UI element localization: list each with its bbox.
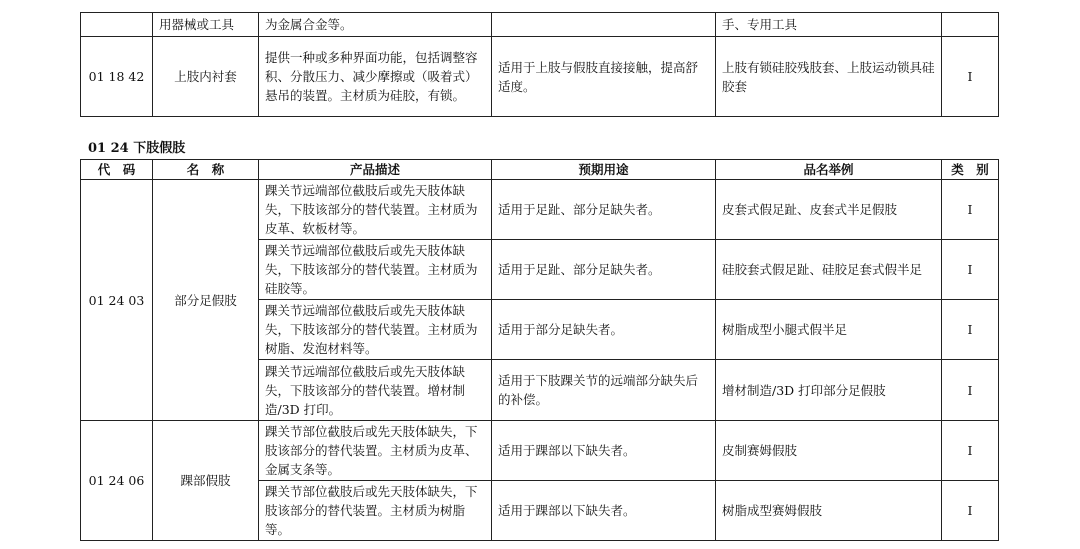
desc-cell: 踝关节部位截肢后或先天肢体缺失，下肢该部分的替代装置。主材质为树脂等。 bbox=[259, 481, 492, 541]
desc-cell: 踝关节部位截肢后或先天肢体缺失，下肢该部分的替代装置。主材质为皮革、金属支条等。 bbox=[259, 421, 492, 481]
use-cell bbox=[492, 13, 716, 37]
category-cell: I bbox=[942, 240, 999, 300]
category-cell: I bbox=[942, 360, 999, 421]
section-title: 01 24 下肢假肢 bbox=[88, 141, 186, 156]
category-cell: I bbox=[942, 37, 999, 117]
name-cell: 上肢内衬套 bbox=[153, 37, 259, 117]
name-cell: 踝部假肢 bbox=[153, 421, 259, 541]
category-cell: I bbox=[942, 300, 999, 360]
examples-cell: 皮制赛姆假肢 bbox=[716, 421, 942, 481]
code-cell bbox=[81, 13, 153, 37]
code-cell: 01 18 42 bbox=[81, 37, 153, 117]
desc-cell: 踝关节远端部位截肢后或先天肢体缺失，下肢该部分的替代装置。主材质为树脂、发泡材料等。 bbox=[259, 300, 492, 360]
desc-cell: 踝关节远端部位截肢后或先天肢体缺失，下肢该部分的替代装置。主材质为皮革、软板材等。 bbox=[259, 180, 492, 240]
examples-cell: 树脂成型小腿式假半足 bbox=[716, 300, 942, 360]
header-code: 代 码 bbox=[81, 160, 153, 180]
examples-cell: 上肢有锁硅胶残肢套、上肢运动锁具硅胶套 bbox=[716, 37, 942, 117]
name-cell: 用器械或工具 bbox=[153, 13, 259, 37]
use-cell: 适用于足趾、部分足缺失者。 bbox=[492, 180, 716, 240]
examples-cell: 树脂成型赛姆假肢 bbox=[716, 481, 942, 541]
main-table bbox=[80, 159, 999, 541]
table-row bbox=[81, 37, 999, 117]
use-cell: 适用于踝部以下缺失者。 bbox=[492, 421, 716, 481]
name-cell: 部分足假肢 bbox=[153, 180, 259, 421]
examples-cell: 增材制造/3D 打印部分足假肢 bbox=[716, 360, 942, 421]
examples-cell: 皮套式假足趾、皮套式半足假肢 bbox=[716, 180, 942, 240]
header-row bbox=[81, 160, 999, 180]
code-cell: 01 24 03 bbox=[81, 180, 153, 421]
category-cell: I bbox=[942, 421, 999, 481]
header-category: 类 别 bbox=[942, 160, 999, 180]
category-cell: I bbox=[942, 180, 999, 240]
category-cell: I bbox=[942, 481, 999, 541]
use-cell: 适用于上肢与假肢直接接触，提高舒适度。 bbox=[492, 37, 716, 117]
header-name: 名 称 bbox=[153, 160, 259, 180]
examples-cell: 硅胶套式假足趾、硅胶足套式假半足 bbox=[716, 240, 942, 300]
header-desc: 产品描述 bbox=[259, 160, 492, 180]
desc-cell: 提供一种或多种界面功能，包括调整容积、分散压力、减少摩擦或（吸着式）悬吊的装置。主材质为硅胶，有锁。 bbox=[259, 37, 492, 117]
table-row bbox=[81, 421, 999, 481]
desc-cell: 踝关节远端部位截肢后或先天肢体缺失，下肢该部分的替代装置。主材质为硅胶等。 bbox=[259, 240, 492, 300]
header-examples: 品名举例 bbox=[716, 160, 942, 180]
use-cell: 适用于踝部以下缺失者。 bbox=[492, 481, 716, 541]
desc-cell: 踝关节远端部位截肢后或先天肢体缺失，下肢该部分的替代装置。增材制造/3D 打印。 bbox=[259, 360, 492, 421]
header-use: 预期用途 bbox=[492, 160, 716, 180]
code-cell: 01 24 06 bbox=[81, 421, 153, 541]
table-row bbox=[81, 180, 999, 240]
use-cell: 适用于下肢踝关节的远端部分缺失后的补偿。 bbox=[492, 360, 716, 421]
use-cell: 适用于部分足缺失者。 bbox=[492, 300, 716, 360]
desc-cell: 为金属合金等。 bbox=[259, 13, 492, 37]
category-cell bbox=[942, 13, 999, 37]
table-row bbox=[81, 13, 999, 37]
examples-cell: 手、专用工具 bbox=[716, 13, 942, 37]
use-cell: 适用于足趾、部分足缺失者。 bbox=[492, 240, 716, 300]
top-table bbox=[80, 12, 999, 117]
